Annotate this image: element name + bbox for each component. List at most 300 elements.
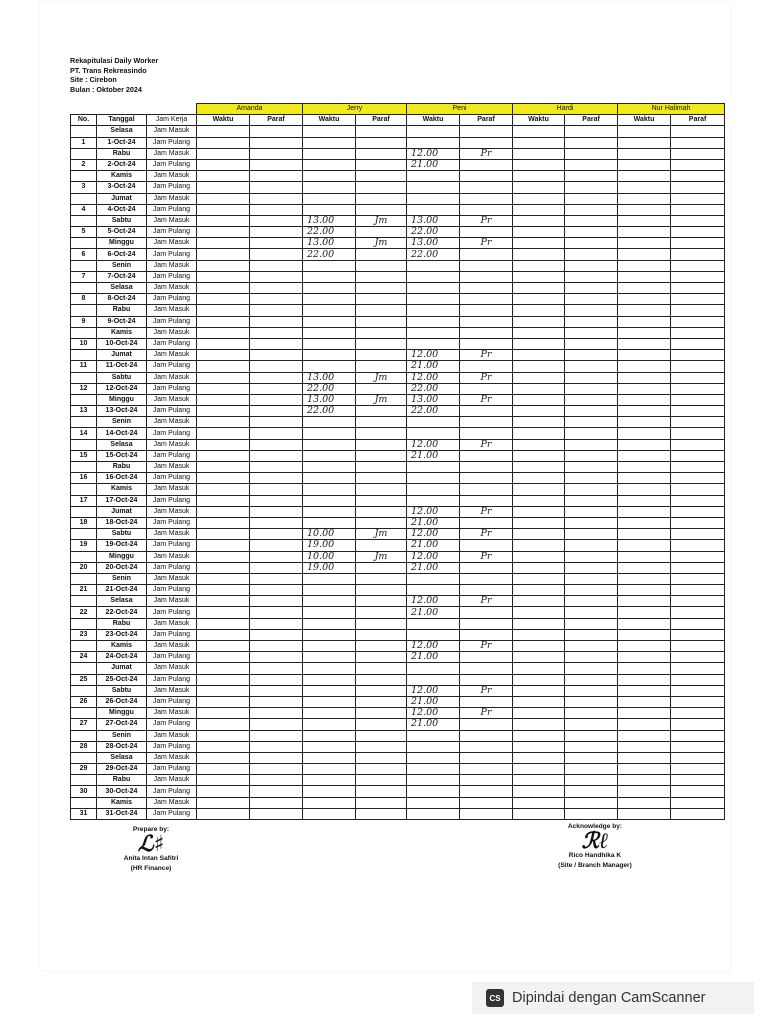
- time-cell: [303, 159, 356, 170]
- signature-cell: [671, 428, 725, 439]
- time-cell: [303, 506, 356, 517]
- signature-cell: [565, 238, 618, 249]
- day-number: [71, 171, 97, 182]
- time-cell: [197, 775, 250, 786]
- time-cell: [303, 204, 356, 215]
- signature-cell: [671, 327, 725, 338]
- time-cell: [513, 439, 565, 450]
- jam-kerja-label: Jam Masuk: [147, 685, 197, 696]
- signature-cell: [565, 540, 618, 551]
- signature-cell: [671, 663, 725, 674]
- jam-kerja-label: Jam Masuk: [147, 730, 197, 741]
- signature-cell: [671, 361, 725, 372]
- day-number: [71, 484, 97, 495]
- time-cell: [618, 428, 671, 439]
- signature-cell: [565, 618, 618, 629]
- prepared-by-block: [96, 826, 206, 872]
- signature-cell: [460, 797, 513, 808]
- time-cell: 22.00: [303, 383, 356, 394]
- jam-kerja-label: Jam Masuk: [147, 663, 197, 674]
- day-row-top: [71, 730, 725, 741]
- day-name: Sabtu: [97, 372, 147, 383]
- time-cell: [513, 406, 565, 417]
- jam-kerja-label: Jam Masuk: [147, 171, 197, 182]
- signature-cell: [671, 517, 725, 528]
- signature-cell: [671, 540, 725, 551]
- time-cell: 12.00: [407, 439, 460, 450]
- signature-cell: [565, 327, 618, 338]
- signature-cell: [356, 417, 407, 428]
- signature-cell: [565, 372, 618, 383]
- report-title: Rekapitulasi Daily Worker: [70, 56, 159, 65]
- signature-cell: [250, 708, 303, 719]
- day-row-top: [71, 484, 725, 495]
- signature-cell: [250, 596, 303, 607]
- day-row-top: [71, 551, 725, 562]
- time-cell: [197, 338, 250, 349]
- signature-cell: [250, 159, 303, 170]
- time-cell: 21.00: [407, 652, 460, 663]
- time-cell: [618, 607, 671, 618]
- day-name: Selasa: [97, 439, 147, 450]
- col-jam-kerja: Jam Kerja: [147, 115, 197, 126]
- time-cell: [303, 327, 356, 338]
- signature-cell: [356, 283, 407, 294]
- time-cell: 13.00: [407, 215, 460, 226]
- day-date: 11-Oct-24: [97, 361, 147, 372]
- signature-cell: [565, 137, 618, 148]
- day-row-bottom: [71, 137, 725, 148]
- time-cell: [303, 618, 356, 629]
- signature-cell: [460, 294, 513, 305]
- day-name: Jumat: [97, 350, 147, 361]
- signature-cell: [460, 764, 513, 775]
- signature-cell: [356, 204, 407, 215]
- day-row-bottom: [71, 182, 725, 193]
- signature-cell: Jm: [356, 372, 407, 383]
- signature-cell: [250, 260, 303, 271]
- signature-cell: [356, 126, 407, 137]
- time-cell: [513, 775, 565, 786]
- day-row-top: [71, 529, 725, 540]
- time-cell: [513, 797, 565, 808]
- time-cell: [618, 271, 671, 282]
- day-name: Senin: [97, 730, 147, 741]
- day-row-bottom: [71, 361, 725, 372]
- day-number: [71, 797, 97, 808]
- time-cell: [513, 372, 565, 383]
- signature-cell: Pr: [460, 215, 513, 226]
- signature-cell: [250, 652, 303, 663]
- signature-cell: [671, 294, 725, 305]
- day-number: [71, 327, 97, 338]
- time-cell: [197, 786, 250, 797]
- time-cell: [618, 573, 671, 584]
- camscanner-logo-icon: CS: [486, 989, 504, 1007]
- signature-cell: [671, 741, 725, 752]
- day-number: [71, 148, 97, 159]
- time-cell: [197, 126, 250, 137]
- signature-cell: [671, 137, 725, 148]
- time-cell: [303, 462, 356, 473]
- jam-kerja-label: Jam Masuk: [147, 372, 197, 383]
- day-name: Sabtu: [97, 215, 147, 226]
- time-cell: 12.00: [407, 506, 460, 517]
- time-cell: 12.00: [407, 372, 460, 383]
- day-row-top: [71, 283, 725, 294]
- day-number: 15: [71, 450, 97, 461]
- time-cell: [407, 764, 460, 775]
- time-cell: [407, 271, 460, 282]
- time-cell: [618, 596, 671, 607]
- day-row-top: [71, 394, 725, 405]
- signature-cell: [565, 204, 618, 215]
- signature-cell: [671, 585, 725, 596]
- time-cell: 13.00: [303, 394, 356, 405]
- time-cell: [303, 596, 356, 607]
- signature-cell: [356, 361, 407, 372]
- signature-cell: [250, 719, 303, 730]
- signature-cell: [671, 764, 725, 775]
- time-cell: [513, 618, 565, 629]
- time-cell: [197, 495, 250, 506]
- day-row-top: [71, 215, 725, 226]
- day-number: 20: [71, 562, 97, 573]
- time-cell: [407, 495, 460, 506]
- time-cell: [407, 316, 460, 327]
- time-cell: [303, 495, 356, 506]
- time-cell: [197, 618, 250, 629]
- signature-cell: [565, 495, 618, 506]
- time-cell: [618, 305, 671, 316]
- day-date: 30-Oct-24: [97, 786, 147, 797]
- time-cell: [513, 573, 565, 584]
- signature-cell: [356, 171, 407, 182]
- time-cell: 12.00: [407, 350, 460, 361]
- signature-cell: [250, 215, 303, 226]
- day-number: 26: [71, 696, 97, 707]
- day-number: 1: [71, 137, 97, 148]
- day-row-top: [71, 126, 725, 137]
- signature-cell: [250, 171, 303, 182]
- day-row-bottom: [71, 540, 725, 551]
- signature-cell: [671, 215, 725, 226]
- signature-cell: [460, 159, 513, 170]
- jam-kerja-label: Jam Masuk: [147, 350, 197, 361]
- signature-cell: [356, 618, 407, 629]
- signature-cell: [356, 159, 407, 170]
- time-cell: [513, 294, 565, 305]
- time-cell: [618, 663, 671, 674]
- signature-cell: [565, 775, 618, 786]
- signature-cell: [356, 696, 407, 707]
- signature-cell: [356, 193, 407, 204]
- signature-cell: [356, 585, 407, 596]
- signature-cell: [671, 283, 725, 294]
- day-row-top: [71, 663, 725, 674]
- signature-cell: [250, 585, 303, 596]
- day-row-bottom: [71, 696, 725, 707]
- signature-cell: [460, 652, 513, 663]
- time-cell: 21.00: [407, 450, 460, 461]
- signature-cell: [250, 406, 303, 417]
- day-date: 1-Oct-24: [97, 137, 147, 148]
- time-cell: 21.00: [407, 607, 460, 618]
- signature-cell: [565, 227, 618, 238]
- signature-cell: [671, 338, 725, 349]
- signature-cell: [460, 495, 513, 506]
- signature-cell: [250, 417, 303, 428]
- jam-kerja-label: Jam Masuk: [147, 618, 197, 629]
- time-cell: [197, 708, 250, 719]
- jam-kerja-label: Jam Pulang: [147, 383, 197, 394]
- jam-kerja-label: Jam Pulang: [147, 406, 197, 417]
- time-cell: [513, 171, 565, 182]
- signature-cell: [565, 406, 618, 417]
- time-cell: [303, 674, 356, 685]
- time-cell: [303, 283, 356, 294]
- signature-cell: [565, 159, 618, 170]
- jam-kerja-label: Jam Pulang: [147, 786, 197, 797]
- day-name: Kamis: [97, 171, 147, 182]
- signature-cell: [356, 808, 407, 819]
- jam-kerja-label: Jam Pulang: [147, 450, 197, 461]
- time-cell: [197, 406, 250, 417]
- time-cell: [197, 506, 250, 517]
- time-cell: [513, 338, 565, 349]
- signature-cell: [671, 406, 725, 417]
- time-cell: [303, 417, 356, 428]
- time-cell: [513, 249, 565, 260]
- time-cell: [407, 137, 460, 148]
- signature-cell: [565, 663, 618, 674]
- signature-cell: [565, 450, 618, 461]
- day-number: [71, 305, 97, 316]
- day-row-bottom: [71, 450, 725, 461]
- jam-kerja-label: Jam Pulang: [147, 294, 197, 305]
- day-number: [71, 551, 97, 562]
- day-row-bottom: [71, 249, 725, 260]
- signature-cell: [671, 495, 725, 506]
- time-cell: [197, 394, 250, 405]
- signature-cell: [565, 383, 618, 394]
- day-number: [71, 775, 97, 786]
- signature-cell: [356, 462, 407, 473]
- signature-cell: [460, 316, 513, 327]
- time-cell: 21.00: [407, 517, 460, 528]
- time-cell: [303, 294, 356, 305]
- day-number: 7: [71, 271, 97, 282]
- time-cell: [197, 361, 250, 372]
- camscanner-watermark: [472, 982, 754, 1014]
- signature-cell: [565, 473, 618, 484]
- signature-cell: [671, 473, 725, 484]
- day-row-top: [71, 372, 725, 383]
- time-cell: 22.00: [303, 249, 356, 260]
- time-cell: [618, 159, 671, 170]
- signature-cell: [356, 137, 407, 148]
- time-cell: [197, 215, 250, 226]
- day-row-top: [71, 618, 725, 629]
- time-cell: [618, 294, 671, 305]
- time-cell: [197, 551, 250, 562]
- time-cell: [618, 808, 671, 819]
- day-number: [71, 417, 97, 428]
- day-row-top: [71, 327, 725, 338]
- signature-cell: [565, 696, 618, 707]
- day-number: 16: [71, 473, 97, 484]
- signature-cell: [250, 808, 303, 819]
- signature-cell: [356, 450, 407, 461]
- signature-cell: [356, 260, 407, 271]
- time-cell: [618, 674, 671, 685]
- signature-cell: [671, 484, 725, 495]
- signature-cell: [250, 529, 303, 540]
- time-cell: [618, 215, 671, 226]
- signature-cell: [460, 607, 513, 618]
- signature-cell: [250, 283, 303, 294]
- day-number: 22: [71, 607, 97, 618]
- time-cell: [303, 271, 356, 282]
- time-cell: [513, 316, 565, 327]
- signature-cell: [460, 562, 513, 573]
- col-tanggal: Tanggal: [97, 115, 147, 126]
- prepared-by-name: Anita Intan Safitri: [123, 855, 179, 862]
- signature-cell: Pr: [460, 641, 513, 652]
- signature-cell: [565, 148, 618, 159]
- time-cell: 13.00: [303, 238, 356, 249]
- signature-cell: Pr: [460, 148, 513, 159]
- day-date: 3-Oct-24: [97, 182, 147, 193]
- time-cell: [197, 182, 250, 193]
- time-cell: [618, 238, 671, 249]
- time-cell: [407, 629, 460, 640]
- day-number: [71, 193, 97, 204]
- signature-cell: [565, 417, 618, 428]
- signature-cell: [671, 562, 725, 573]
- signature-cell: [356, 517, 407, 528]
- day-row-top: [71, 596, 725, 607]
- day-name: Senin: [97, 417, 147, 428]
- signature-cell: [460, 227, 513, 238]
- day-number: [71, 641, 97, 652]
- signature-cell: [356, 607, 407, 618]
- time-cell: [513, 719, 565, 730]
- time-cell: [513, 808, 565, 819]
- signature-cell: [460, 450, 513, 461]
- time-cell: 21.00: [407, 562, 460, 573]
- signature-cell: Pr: [460, 506, 513, 517]
- worker-name: Amanda: [197, 104, 303, 115]
- time-cell: [618, 439, 671, 450]
- time-cell: [407, 585, 460, 596]
- time-cell: [407, 484, 460, 495]
- document-header: [70, 56, 158, 94]
- signature-cell: [460, 573, 513, 584]
- column-header-row: [71, 115, 725, 126]
- time-cell: [618, 618, 671, 629]
- signature-cell: [356, 182, 407, 193]
- time-cell: [197, 260, 250, 271]
- signature-cell: [671, 249, 725, 260]
- signature-cell: [356, 148, 407, 159]
- time-cell: [513, 473, 565, 484]
- time-cell: [197, 462, 250, 473]
- signature-cell: [250, 338, 303, 349]
- time-cell: [513, 383, 565, 394]
- signature-cell: [356, 316, 407, 327]
- day-number: [71, 708, 97, 719]
- day-row-top: [71, 708, 725, 719]
- day-number: 3: [71, 182, 97, 193]
- day-row-top: [71, 439, 725, 450]
- day-number: 17: [71, 495, 97, 506]
- day-date: 13-Oct-24: [97, 406, 147, 417]
- signature-cell: [565, 585, 618, 596]
- day-row-top: [71, 193, 725, 204]
- signature-cell: [250, 350, 303, 361]
- time-cell: [197, 585, 250, 596]
- signature-cell: Pr: [460, 350, 513, 361]
- jam-kerja-label: Jam Masuk: [147, 708, 197, 719]
- signature-cell: [671, 148, 725, 159]
- day-row-top: [71, 171, 725, 182]
- day-number: [71, 618, 97, 629]
- day-date: 17-Oct-24: [97, 495, 147, 506]
- signature-cell: [460, 126, 513, 137]
- time-cell: 22.00: [407, 249, 460, 260]
- day-date: 16-Oct-24: [97, 473, 147, 484]
- signature-cell: [460, 540, 513, 551]
- time-cell: 22.00: [407, 383, 460, 394]
- day-name: Rabu: [97, 775, 147, 786]
- jam-kerja-label: Jam Pulang: [147, 607, 197, 618]
- time-cell: [618, 529, 671, 540]
- signature-cell: [460, 674, 513, 685]
- time-cell: [303, 260, 356, 271]
- signature-cell: [565, 708, 618, 719]
- signature-cell: [460, 283, 513, 294]
- time-cell: [618, 562, 671, 573]
- day-date: 28-Oct-24: [97, 741, 147, 752]
- day-row-top: [71, 238, 725, 249]
- signature-cell: [250, 271, 303, 282]
- signature-cell: [671, 730, 725, 741]
- signature-cell: [356, 708, 407, 719]
- time-cell: [618, 775, 671, 786]
- day-number: 25: [71, 674, 97, 685]
- day-name: Rabu: [97, 618, 147, 629]
- time-cell: [513, 450, 565, 461]
- signature-cell: [565, 215, 618, 226]
- time-cell: [618, 629, 671, 640]
- time-cell: [303, 719, 356, 730]
- time-cell: [197, 294, 250, 305]
- time-cell: [303, 607, 356, 618]
- time-cell: 12.00: [407, 551, 460, 562]
- time-cell: [303, 305, 356, 316]
- signature-cell: [356, 506, 407, 517]
- day-date: 25-Oct-24: [97, 674, 147, 685]
- signature-cell: [460, 730, 513, 741]
- company-name: PT. Trans Rekreasindo: [70, 65, 147, 75]
- jam-kerja-label: Jam Masuk: [147, 148, 197, 159]
- time-cell: [303, 137, 356, 148]
- signature-cell: [671, 808, 725, 819]
- time-cell: [197, 685, 250, 696]
- signature-cell: [671, 439, 725, 450]
- time-cell: [407, 182, 460, 193]
